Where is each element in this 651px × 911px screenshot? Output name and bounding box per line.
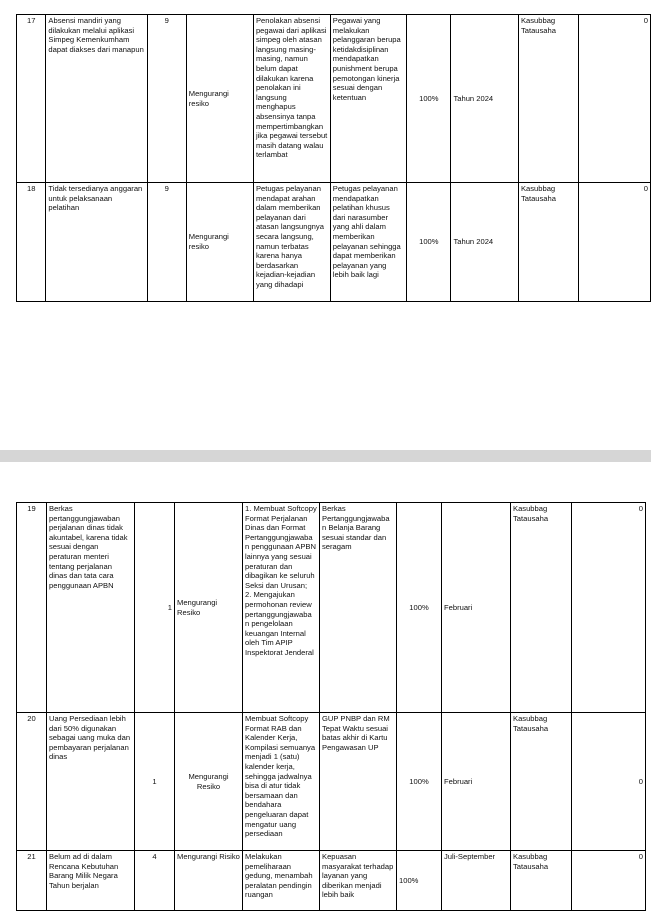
table-row	[17, 503, 646, 713]
treatment-cell: Mengurangi Risiko	[175, 851, 243, 911]
action-cell: Petugas pelayanan mendapat arahan dalam memberikan pelayanan dari atasan langsungnya secara langsung, namun terbatas karena hanya berdasarkan kejadian-kejadian yang dihadapi	[253, 183, 330, 302]
output-cell: Berkas Pertanggungjawaba n Belanja Barang sesuai standar dan seragam	[320, 503, 397, 713]
pic-cell: Kasubbag Tatausaha	[511, 503, 572, 713]
last-cell: 0	[579, 15, 651, 183]
row-number: 20	[17, 713, 47, 851]
table-row	[17, 15, 651, 183]
risk-cell: Uang Persediaan lebih dari 50% digunakan sebagai uang muka dan pembayaran perjalanan dinas	[47, 713, 135, 851]
row-number: 18	[17, 183, 46, 302]
schedule-cell: Tahun 2024	[451, 183, 518, 302]
row-number: 19	[17, 503, 47, 713]
output-cell: Kepuasan masyarakat terhadap layanan yang diberikan menjadi lebih baik	[320, 851, 397, 911]
row-number: 17	[17, 15, 46, 183]
action-cell: 1. Membuat Softcopy Format Perjalanan Dinas dan Format Pertanggungjawaba n penggunaan APBN lainnya yang sesuai peraturan dan dibagikan ke seluruh Seksi dan Urusan; 2. Mengajukan permohonan review pertanggungjawaba n pengelolaan keuangan Internal oleh Tim APIP Inspektorat Jenderal	[243, 503, 320, 713]
target-cell: 100%	[397, 713, 442, 851]
last-cell: 0	[572, 503, 646, 713]
score-cell: 4	[135, 851, 175, 911]
risk-cell: Berkas pertanggungjawaban perjalanan dinas tidak akuntabel, karena tidak sesuai dengan peraturan menteri tentang perjalanan dinas dan tata cara penggunaan APBN	[47, 503, 135, 713]
output-cell: GUP PNBP dan RM Tepat Waktu sesuai batas akhir di Kartu Pengawasan UP	[320, 713, 397, 851]
risk-cell: Absensi mandiri yang dilakukan melalui aplikasi Simpeg Kemenkumham dapat diakses dari manapun	[46, 15, 147, 183]
score-cell: 9	[147, 183, 186, 302]
pic-cell: Kasubbag Tatausaha	[518, 183, 578, 302]
pic-cell: Kasubbag Tatausaha	[511, 713, 572, 851]
row-number: 21	[17, 851, 47, 911]
schedule-cell: Juli-September	[442, 851, 511, 911]
action-cell: Membuat Softcopy Format RAB dan Kalender Kerja, Kompilasi semuanya menjadi 1 (satu) kalender kerja, sehingga jadwalnya bisa di atur tidak bersamaan dan bendahara pengeluaran dapat mengatur uang persediaan	[243, 713, 320, 851]
risk-cell: Belum ad di dalam Rencana Kebutuhan Barang Milik Negara Tahun berjalan	[47, 851, 135, 911]
action-cell: Melakukan pemeliharaan gedung, menambah peralatan pendingin ruangan	[243, 851, 320, 911]
output-cell: Petugas pelayanan mendapatkan pelatihan khusus dari narasumber yang ahli dalam memberikan pelayanan sehingga dapat memberikan pelayanan yang lebih baik lagi	[330, 183, 406, 302]
page-2	[0, 462, 651, 901]
treatment-cell: Mengurangi resiko	[186, 183, 253, 302]
risk-table-page-2	[16, 502, 646, 911]
page-gap	[0, 450, 651, 462]
treatment-cell: Mengurangi resiko	[186, 15, 253, 183]
score-cell: 9	[147, 15, 186, 183]
last-cell: 0	[572, 851, 646, 911]
target-cell: 100%	[407, 183, 451, 302]
target-cell: 100%	[397, 503, 442, 713]
pic-cell: Kasubbag Tatausaha	[511, 851, 572, 911]
last-cell: 0	[579, 183, 651, 302]
table-row	[17, 713, 646, 851]
score-cell: 1	[135, 503, 175, 713]
output-cell: Pegawai yang melakukan pelanggaran berupa ketidakdisiplinan mendapatkan punishment berupa pemotongan kinerja sesuai dengan ketentuan	[330, 15, 406, 183]
schedule-cell: Februari	[442, 503, 511, 713]
table-row	[17, 183, 651, 302]
schedule-cell: Februari	[442, 713, 511, 851]
last-cell: 0	[572, 713, 646, 851]
risk-cell: Tidak tersedianya anggaran untuk pelaksanaan pelatihan	[46, 183, 147, 302]
table-row	[17, 851, 646, 911]
action-cell: Penolakan absensi pegawai dari aplikasi simpeg oleh atasan langsung masing-masing, namun belum dapat dilakukan karena penolakan ini langsung menghapus absensinya tanpa mempertimbangkan jika pegawai tersebut masih datang walau terlambat	[253, 15, 330, 183]
pic-cell: Kasubbag Tatausaha	[518, 15, 578, 183]
page-1	[0, 0, 651, 450]
target-cell: 100%	[407, 15, 451, 183]
schedule-cell: Tahun 2024	[451, 15, 518, 183]
target-cell: 100%	[397, 851, 442, 911]
risk-table-page-1	[16, 14, 651, 302]
treatment-cell: Mengurangi Resiko	[175, 713, 243, 851]
score-cell: 1	[135, 713, 175, 851]
treatment-cell: Mengurangi Resiko	[175, 503, 243, 713]
